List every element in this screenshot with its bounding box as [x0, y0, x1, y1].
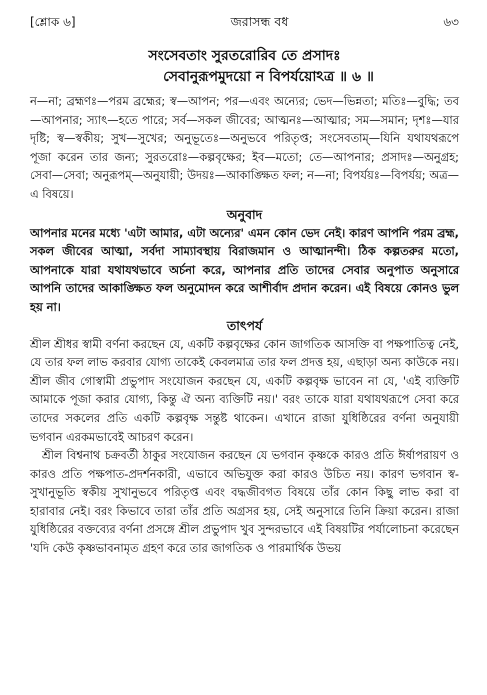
purport-heading: তাৎপর্য	[226, 317, 263, 333]
purport-paragraph-1: শ্রীল শ্রীধর স্বামী বর্ণনা করছেন যে, একটি কল্পবৃক্ষের কোন জাগতিক আসক্তি বা পক্ষপাতিত্ব নেই, যে তার ফল লাভ করবার যোগ্য তাকেই কেবলমাত্র তার ফল প্রদত্ত হয়, এছাড়া অন্য কাউকে নয়। শ্রীল জীব গোস্বামী প্রভুপাদ সংযোজন করছেন যে, একটি কল্পবৃক্ষ ভাবেন না যে, 'এই ব্যক্তিটি আমাকে পূজা করার যোগ্য, কিন্তু ঐ অন্য ব্যক্তিটি নয়।' বরং তাকে যারা যথাযথরূপে সেবা করে তাদের সকলের প্রতি একটি কল্পবৃক্ষ সন্তুষ্ট থাকেন। এখানে রাজা যুধিষ্ঠিরের বর্ণনা অনুযায়ী ভগবান এরকমভাবেই আচরণ করেন।	[30, 336, 459, 444]
page-number: ৬৩	[443, 15, 459, 29]
translation-heading: অনুবাদ	[226, 206, 263, 222]
verse-line-1: সংসেবতাং সুরতরোরিব তে প্রসাদঃ	[148, 48, 341, 64]
sanskrit-verse	[30, 46, 459, 88]
synonyms-paragraph: ন—না; ব্রহ্মণঃ—পরম ব্রহ্মের; স্ব—আপন; পর—এবং অন্যের; ভেদ—ভিন্নতা; মতিঃ—বুদ্ধি; তব—আপনার; স্যাৎ—হতে পারে; সর্ব—সকল জীবের; আত্মনঃ—আত্মার; সম—সমান; দৃশঃ—যার দৃষ্টি; স্ব—স্বকীয়; সুখ—সুখের; অনুভূতেঃ—অনুভবে পরিতৃপ্ত; সংসেবতাম্—যিনি যথাযথরূপে পূজা করেন তার জন্য; সুরতরোঃ—কল্পবৃক্ষের; ইব—মতো; তে—আপনার; প্রসাদঃ—অনুগ্রহ; সেবা—সেবা; অনুরূপম্—অনুযায়ী; উদয়ঃ—আকাঙ্ক্ষিত ফল; ন—না; বিপর্যয়ঃ—বিপর্যয়; অত্র—এ বিষয়ে।	[30, 94, 459, 201]
translation-paragraph: আপনার মনের মধ্যে 'এটা আমার, এটা অন্যের' এমন কোন ভেদ নেই। কারণ আপনি পরম ব্রহ্ম, সকল জীবের আত্মা, সর্বদা সাম্যাবস্থায় বিরাজমান ও আত্মানন্দী। ঠিক কল্পতরুর মতো, আপনাকে যারা যথাযথভাবে অর্চনা করে, আপনার প্রতি তাদের সেবার অনুপাত অনুসারে আপনি তাদের আকাঙ্ক্ষিত ফল অনুমোদন করে আশীর্বাদ প্রদান করেন। এই বিষয়ে কোনও ভুল হয় না।	[30, 225, 459, 314]
page-header	[30, 14, 459, 34]
chapter-title: জরাসন্ধ বধ	[230, 14, 289, 29]
verse-number-label: [শ্লোক ৬]	[30, 15, 76, 29]
verse-line-2: সেবানুরূপমুদয়ো ন বিপর্যয়োঽত্র ॥ ৬ ॥	[163, 69, 374, 85]
page-body	[30, 92, 459, 558]
purport-paragraph-2: শ্রীল বিশ্বনাথ চক্রবর্তী ঠাকুর সংযোজন করছেন যে ভগবান কৃষ্ণকে কারও প্রতি ঈর্ষাপরায়ণ ও কারও প্রতি পক্ষপাত-প্রদর্শনকারী, এভাবে অভিযুক্ত করা কারও উচিত নয়। কারণ ভগবান স্ব-সুখানুভূতি স্বকীয় সুখানুভবে পরিতৃপ্ত এবং বদ্ধজীবগত বিষয়ে তাঁর কোন কিছু লাভ করা বা হারাবার নেই। বরং কিভাবে তারা তাঁর প্রতি অগ্রসর হয়, সেই অনুসারে তিনি ক্রিয়া করেন। রাজা যুধিষ্ঠিরের বক্তব্যের বর্ণনা প্রসঙ্গে শ্রীল প্রভুপাদ খুব সুন্দরভাবে এই বিষয়টির পর্যালোচনা করেছেন 'যদি কেউ কৃষ্ণভাবনামৃত গ্রহণ করে তার জাগতিক ও পারমার্থিক উভয়	[30, 448, 459, 556]
